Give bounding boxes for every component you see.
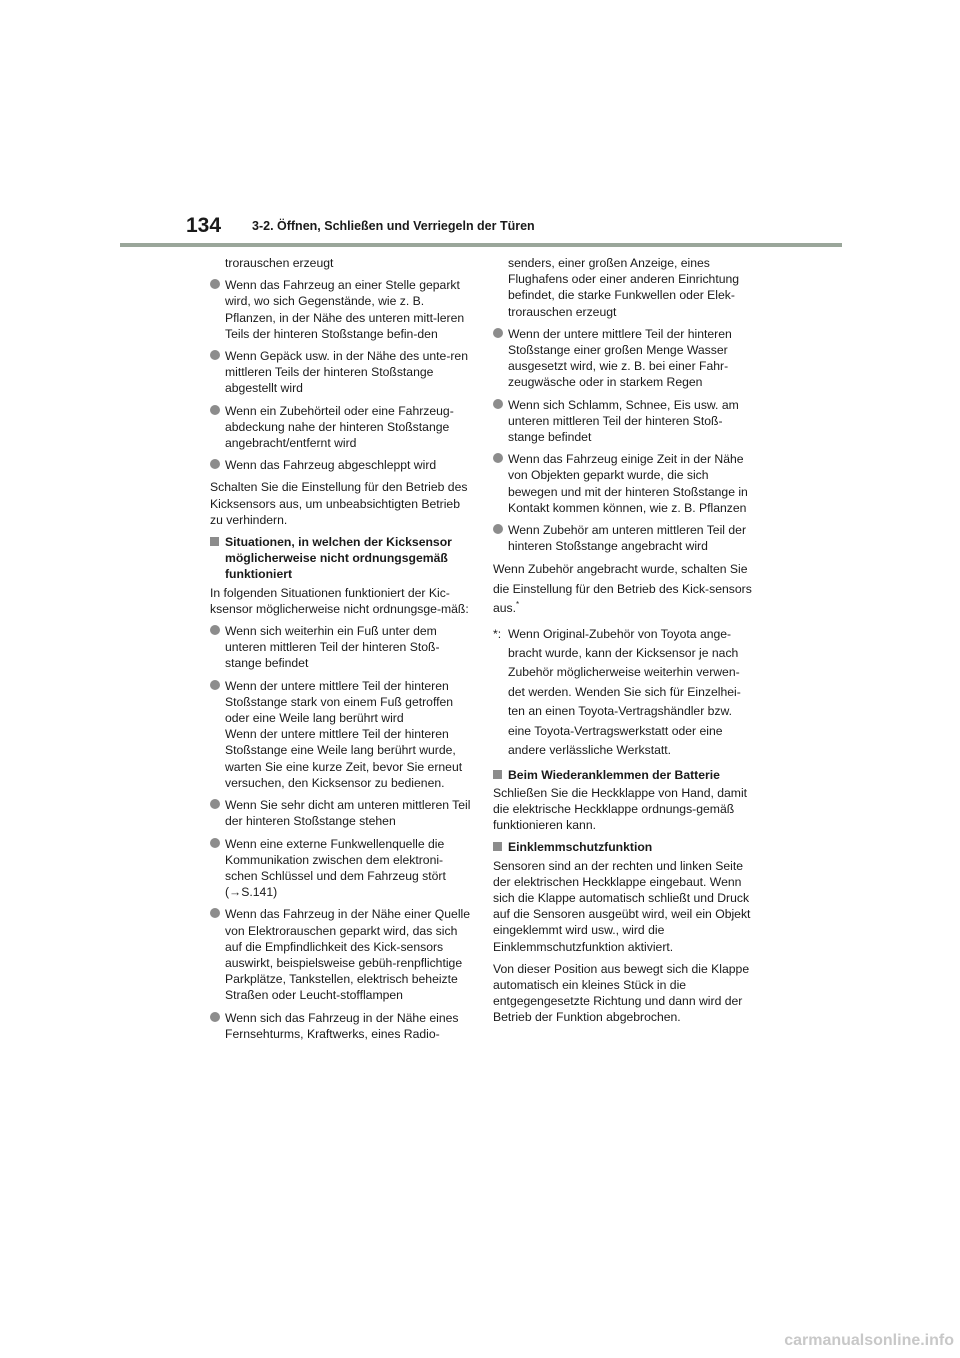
paragraph: Sensoren sind an der rechten und linken Seite der elektrischen Heckklappe eingebaut. Wenn sich die Klappe automatisch schließt und Druck auf die Sensoren ausgeübt wird, weil ein Objekt eingeklemmt wird usw., wird die Einklemmschutzfunktion aktiviert. bbox=[493, 858, 751, 954]
list-item: Wenn sich weiterhin ein Fuß unter dem unteren mittleren Teil der hinteren Stoß-stange befindet bbox=[210, 623, 472, 672]
footnote-mark: *: bbox=[493, 626, 502, 641]
continued-text: senders, einer großen Anzeige, eines Flughafens oder einer anderen Einrichtung befindet, die starke Funkwellen oder Elek-trorauschen erzeugt bbox=[508, 256, 740, 319]
footnote: *: Wenn Original-Zubehör von Toyota ange-bracht wurde, kann der Kicksensor je nach Zubehör möglicherweise weiterhin verwen-det werden. Wenden Sie sich für Einzelhei-ten an einen Toyota-Vertragshändler bzw. eine Toyota-Vertragswerkstatt oder eine andere verlässliche Werkstatt. bbox=[493, 626, 741, 758]
list-item: Wenn eine externe Funkwellenquelle die Kommunikation zwischen dem elektroni-schen Schlüssel und dem Fahrzeug stört (→S.141) bbox=[210, 836, 472, 901]
bullet-dot-icon bbox=[493, 524, 503, 534]
left-column bbox=[210, 255, 472, 1048]
list-item: Wenn der untere mittlere Teil der hinteren Stoßstange einer großen Menge Wasser ausgesetzt wird, wie z. B. bei einer Fahr-zeugwäsche oder in starkem Regen bbox=[493, 326, 755, 391]
bullet-dot-icon bbox=[493, 328, 503, 338]
footnote-marker: * bbox=[516, 600, 520, 610]
bullet-dot-icon bbox=[210, 838, 220, 848]
bullet-dot-icon bbox=[210, 279, 220, 289]
paragraph: In folgenden Situationen funktioniert der Kic-ksensor möglicherweise nicht ordnungsge-mäß: bbox=[210, 585, 469, 616]
bullet-dot-icon bbox=[493, 453, 503, 463]
right-column bbox=[493, 255, 755, 1032]
section-heading: Beim Wiederanklemmen der Batterie bbox=[493, 767, 755, 783]
list-item: Wenn das Fahrzeug einige Zeit in der Nähe von Objekten geparkt wurde, die sich bewegen und mit der hinteren Stoßstange in Kontakt kommen können, wie z. B. Pflanzen bbox=[493, 451, 755, 516]
square-bullet-icon bbox=[493, 770, 502, 779]
header-divider bbox=[120, 243, 842, 247]
list-item: Wenn das Fahrzeug in der Nähe einer Quelle von Elektrorauschen geparkt wird, das sich auf die Empfindlichkeit des Kick-sensors auswirkt, beispielsweise gebüh-renpflichtige Parkplätze, Tankstellen, elektrisch beheizte Straßen oder Leucht-stofflampen bbox=[210, 906, 472, 1003]
list-item: Wenn der untere mittlere Teil der hinteren Stoßstange stark von einem Fuß getroffen oder eine Weile lang berührt wird Wenn der untere mittlere Teil der hinteren Stoßstange eine Weile lang berührt wurde, warten Sie eine kurze Zeit, bevor Sie erneut versuchen, den Kicksensor zu bedienen. bbox=[210, 678, 472, 791]
list-item: Wenn sich Schlamm, Schnee, Eis usw. am unteren mittleren Teil der hinteren Stoß-stange befindet bbox=[493, 397, 755, 446]
list-item: Wenn das Fahrzeug abgeschleppt wird bbox=[210, 457, 472, 473]
watermark: carmanualsonline.info bbox=[784, 1332, 954, 1349]
list-item: Wenn ein Zubehörteil oder eine Fahrzeug-abdeckung nahe der hinteren Stoßstange angebracht/entfernt wird bbox=[210, 403, 472, 452]
bullet-dot-icon bbox=[210, 459, 220, 469]
paragraph: Von dieser Position aus bewegt sich die Klappe automatisch ein kleines Stück in die entgegengesetzte Richtung und dann wird der Betrieb der Funktion abgebrochen. bbox=[493, 961, 750, 1025]
page-number: 134 bbox=[186, 214, 222, 237]
square-bullet-icon bbox=[493, 842, 502, 851]
page-reference: (→S.141) bbox=[225, 885, 278, 900]
bullet-dot-icon bbox=[210, 908, 220, 918]
bullet-dot-icon bbox=[210, 405, 220, 415]
list-item: Wenn Zubehör am unteren mittleren Teil der hinteren Stoßstange angebracht wird bbox=[493, 522, 755, 554]
bullet-dot-icon bbox=[210, 799, 220, 809]
paragraph: Schalten Sie die Einstellung für den Betrieb des Kicksensors aus, um unbeabsichtigten Betrieb zu verhindern. bbox=[210, 480, 468, 527]
bullet-dot-icon bbox=[210, 680, 220, 690]
bullet-dot-icon bbox=[210, 350, 220, 360]
paragraph: Wenn Zubehör angebracht wurde, schalten Sie die Einstellung für den Betrieb des Kick-sensors aus.* bbox=[493, 562, 752, 616]
paragraph: Schließen Sie die Heckklappe von Hand, damit die elektrische Heckklappe ordnungs-gemäß funktionieren kann. bbox=[493, 785, 748, 833]
bullet-dot-icon bbox=[210, 1012, 220, 1022]
bullet-dot-icon bbox=[493, 399, 503, 409]
section-title: 3-2. Öffnen, Schließen und Verriegeln der Türen bbox=[252, 219, 535, 233]
list-item: Wenn sich das Fahrzeug in der Nähe eines Fernsehturms, Kraftwerks, eines Radio- bbox=[210, 1010, 472, 1042]
list-item: Wenn Sie sehr dicht am unteren mittleren Teil der hinteren Stoßstange stehen bbox=[210, 797, 472, 829]
section-heading: Situationen, in welchen der Kicksensor möglicherweise nicht ordnungsgemäß funktioniert bbox=[210, 534, 472, 583]
square-bullet-icon bbox=[210, 537, 219, 546]
continued-text: trorauschen erzeugt bbox=[225, 256, 334, 270]
section-heading: Einklemmschutzfunktion bbox=[493, 839, 755, 855]
list-item: Wenn das Fahrzeug an einer Stelle geparkt wird, wo sich Gegenstände, wie z. B. Pflanzen, in der Nähe des unteren mitt-leren Teils der hinteren Stoßstange befin-den bbox=[210, 277, 472, 342]
bullet-dot-icon bbox=[210, 625, 220, 635]
list-item: Wenn Gepäck usw. in der Nähe des unte-ren mittleren Teils der hinteren Stoßstange abgestellt wird bbox=[210, 348, 472, 397]
